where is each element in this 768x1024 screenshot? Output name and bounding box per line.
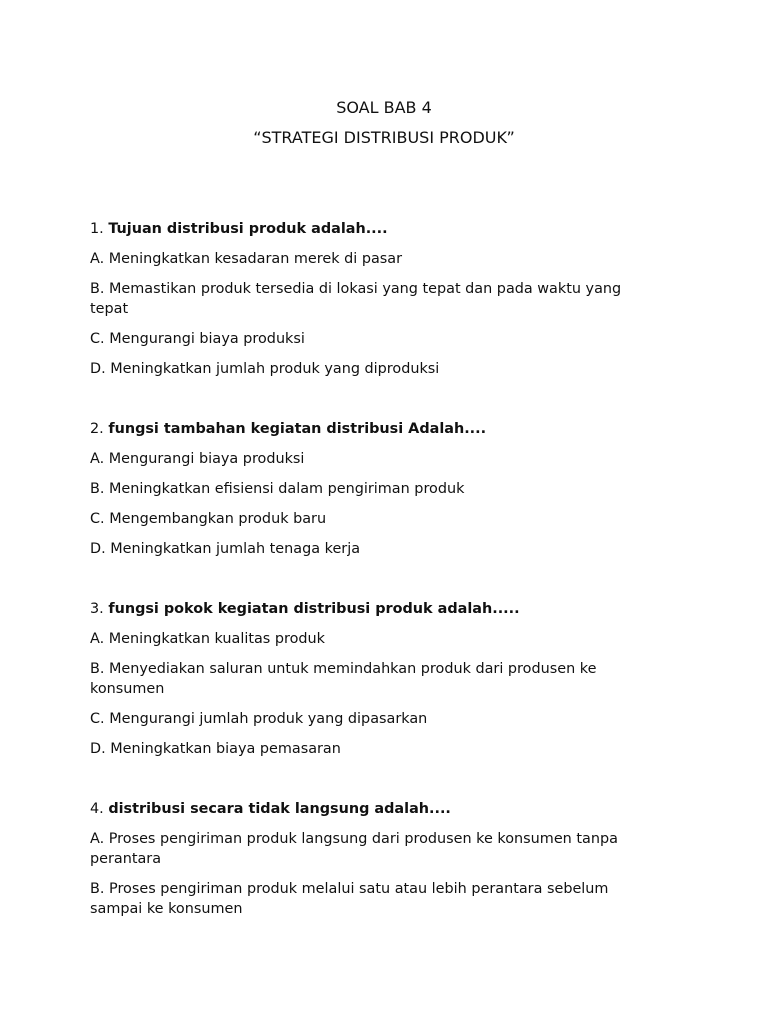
question-1 [90, 219, 660, 379]
question-1-number: 1. [90, 221, 104, 237]
question-2 [90, 419, 660, 559]
question-3-heading [90, 599, 660, 619]
question-3-option-a: A. Meningkatkan kualitas produk [90, 631, 326, 647]
question-2-option-d: D. Meningkatkan jumlah tenaga kerja [90, 541, 361, 557]
question-4-number: 4. [90, 801, 104, 817]
question-1-text: Tujuan distribusi produk adalah.... [108, 221, 388, 237]
question-3-option-b: B. Menyediakan saluran untuk memindahkan produk dari produsen ke konsumen [90, 661, 597, 697]
question-2-heading [90, 419, 660, 439]
question-2-option-b: B. Meningkatkan efisiensi dalam pengiriman produk [90, 481, 465, 497]
question-2-text: fungsi tambahan kegiatan distribusi Adalah.... [108, 421, 487, 437]
document-title [0, 93, 768, 153]
question-4-heading [90, 799, 660, 819]
title-line-2: “STRATEGI DISTRIBUSI PRODUK” [253, 128, 515, 147]
question-list [90, 219, 660, 959]
question-1-option-d: D. Meningkatkan jumlah produk yang diproduksi [90, 361, 440, 377]
question-2-option-a: A. Mengurangi biaya produksi [90, 451, 305, 467]
question-3 [90, 599, 660, 759]
question-3-text: fungsi pokok kegiatan distribusi produk adalah..... [108, 601, 520, 617]
question-3-option-d: D. Meningkatkan biaya pemasaran [90, 741, 341, 757]
question-3-option-c: C. Mengurangi jumlah produk yang dipasarkan [90, 711, 428, 727]
question-4 [90, 799, 660, 919]
question-1-heading [90, 219, 660, 239]
question-4-option-b: B. Proses pengiriman produk melalui satu atau lebih perantara sebelum sampai ke konsumen [90, 881, 609, 917]
question-1-option-b: B. Memastikan produk tersedia di lokasi yang tepat dan pada waktu yang tepat [90, 281, 622, 317]
question-2-number: 2. [90, 421, 104, 437]
title-line-1: SOAL BAB 4 [336, 98, 432, 117]
question-1-option-c: C. Mengurangi biaya produksi [90, 331, 305, 347]
question-3-number: 3. [90, 601, 104, 617]
question-1-option-a: A. Meningkatkan kesadaran merek di pasar [90, 251, 403, 267]
question-2-option-c: C. Mengembangkan produk baru [90, 511, 327, 527]
question-4-text: distribusi secara tidak langsung adalah.... [108, 801, 451, 817]
question-4-option-a: A. Proses pengiriman produk langsung dari produsen ke konsumen tanpa perantara [90, 831, 618, 867]
